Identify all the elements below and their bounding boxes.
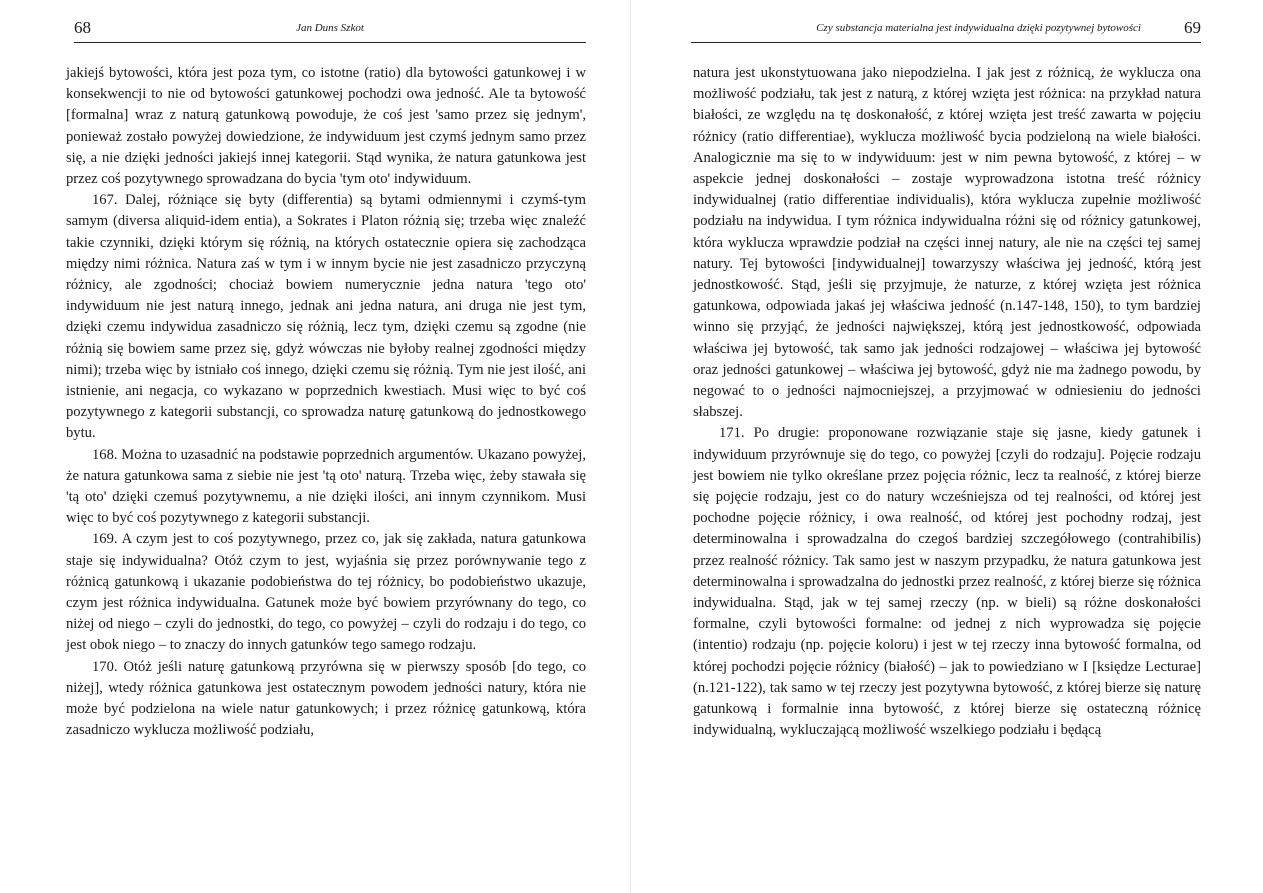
- paragraph: 168. Można to uzasadnić na podstawie poprzednich argumentów. Ukazano powyżej, że natura gatunkowa sama z siebie nie jest 'tą oto' naturą. Trzeba więc, żeby stawała się 'tą oto' dzięki czemuś pozytywnemu, a nie dzięki ilości, ani innym czynnikom. Musi więc to być coś pozytywnego z kategorii substancji.: [66, 446, 586, 527]
- running-head: Czy substancja materialna jest indywidualna dzięki pozytywnej bytowości: [816, 22, 1141, 34]
- paragraph: jakiejś bytowości, która jest poza tym, co istotne (ratio) dla bytowości gatunkowej i w konsekwencji to nie od bytowości gatunkowej pochodzi owa jedność. Ale ta bytowość [formalna] wraz z naturą gatunkową powoduje, że coś jest 'samo przez się jednym', ponieważ zostało powyżej dowiedzione, że indywiduum jest czymś jednym samo przez się, a nie dzięki jedności jakiejś innej kategorii. Stąd wynika, że natura gatunkowa jest przez coś pozytywnego sprowadzana do bycia 'tym oto' indywiduum.: [66, 65, 586, 188]
- header-rule: [691, 42, 1201, 43]
- right-page-text: [693, 63, 1201, 742]
- right-page: [631, 0, 1263, 893]
- left-page-header: [74, 18, 586, 38]
- paragraph: 171. Po drugie: proponowane rozwiązanie staje się jasne, kiedy gatunek i indywiduum przyrównuje się do tego, co powyżej [czyli do rodzaju]. Pojęcie rodzaju jest bowiem nie tylko określane przez pojęcia różnic, lecz ta realność, z której bierze się pojęcie rodzaju, jest co do natury wcześniejsza od tej realności, od której jest pochodne pojęcie różnicy, i owa realność, od której jest pochodny rodzaj, jest determinowalna i sprowadzalna do czegoś bardziej szczegółowego (contrahibilis) przez realność różnicy. Tak samo jest w naszym przypadku, że natura gatunkowa jest determinowalna i sprowadzalna do jednostki przez realność, z której bierze się różnica indywidualna. Stąd, jak w tej samej rzeczy (np. w bieli) są różne doskonałości formalne, czyli bytowości formalne: od jednej z nich wyprowadza się pojęcie (intentio) rodzaju (np. pojęcie koloru) i jest w tej rzeczy inna bytowość formalna, od której pochodzi pojęcie różnicy (białość) – jak to powiedziano w I [księdze Lecturae] (n.121-122), tak samo w tej rzeczy jest pozytywna bytowość, z której bierze się naturę gatunkową i formalnie inna bytowość, z której bierze się ostateczną różnicę indywidualną, wykluczającą możliwość wszelkiego podziału i będącą: [693, 425, 1201, 739]
- paragraph: 167. Dalej, różniące się byty (differentia) są bytami odmiennymi i czymś-tym samym (diversa aliquid-idem entia), a Sokrates i Platon różnią się; trzeba więc znaleźć takie czynniki, dzięki którym się różnią, na których ostatecznie opiera się zachodząca między nimi różnica. Natura zaś w tym i w innym bycie nie jest zasadniczo przyczyną różnicy, ale zgodności; chociaż bowiem numerycznie jedna natura 'tego oto' indywiduum nie jest naturą innego, jednak ani jedna natura, ani druga nie jest tym, dzięki czemu indywidua zasadniczo się różnią, lecz tym, dzięki czemu są zgodne (nie różnią się bowiem same przez się, gdyż wówczas nie byłoby realnej zgodności między nimi); trzeba więc by istniało coś innego, dzięki czemu się różnią. Tym nie jest ilość, ani istnienie, ani negacja, co wykazano w poprzednich kwestiach. Musi więc to być coś pozytywnego z kategorii substancji, co sprowadza naturę gatunkową do jednostkowego bytu.: [66, 192, 586, 442]
- paragraph: natura jest ukonstytuowana jako niepodzielna. I jak jest z różnicą, że wyklucza ona możliwość podziału, tak jest z naturą, z której wzięta jest różnica: na przykład natura białości, ze względu na tę doskonałość, z której wzięta jest treść zawarta w pojęciu różnicy (ratio differentiae), wyklucza możliwość bycia podzieloną na wiele białości. Analogicznie ma się to w indywiduum: jest w nim pewna bytowość, z której – w aspekcie jednej doskonałości – zostaje wyprowadzona istotna treść różnicy indywidualnej (ratio differentiae individualis), która wyklucza zupełnie możliwość podziału na indywidua. I tym różnica indywidualna różni się od różnicy gatunkowej, która wyklucza wprawdzie podział na części innej natury, ale nie na części tej samej natury. Tej bytowości [indywidualnej] towarzyszy właściwa jej jedność, którą jest jednostkowość. Stąd, jeśli się przyjmuje, że naturze, z której wzięta jest różnica gatunkowa, odpowiada jakaś jej właściwa jedność (n.147-148, 150), to tym bardziej winno się przyjąć, że jedności największej, którą jest jednostkowość, odpowiada właściwa jej bytowość, tak samo jak jedności rodzajowej – właściwa jej bytowość oraz jedności gatunkowej – właściwa jej bytowość, gdyż nie ma żadnego powodu, by negować to o jedności najmocniejszej, a przyjmować w odniesieniu do jedności słabszej.: [693, 65, 1201, 421]
- right-page-header: [691, 18, 1201, 38]
- paragraph: 169. A czym jest to coś pozytywnego, przez co, jak się zakłada, natura gatunkowa staje się indywidualna? Otóż czym to jest, wyjaśnia się przez porównywanie tego z różnicą gatunkową i ukazanie podobieństwa do tej różnicy, bo podobieństwo ukazuje, czym jest różnica indywidualna. Gatunek może być bowiem przyrównany do tego, co niżej od niego – czyli do jednostki, do tego, co powyżej – czyli do rodzaju i do tego, co jest obok niego – to znaczy do innych gatunków tego samego rodzaju.: [66, 531, 586, 654]
- page-number: 69: [1184, 18, 1201, 37]
- page-number: 68: [74, 18, 91, 37]
- paragraph: 170. Otóż jeśli naturę gatunkową przyrówna się w pierwszy sposób [do tego, co niżej], wtedy różnica gatunkowa jest ostatecznym powodem jedności natury, która nie może być podzielona na wiele natur gatunkowych; i przez różnicę gatunkową, która zasadniczo wyklucza możliwość podziału,: [66, 658, 586, 739]
- left-page: [0, 0, 631, 893]
- header-rule: [74, 42, 586, 43]
- running-head: Jan Duns Szkot: [296, 22, 364, 34]
- left-page-text: [66, 63, 586, 742]
